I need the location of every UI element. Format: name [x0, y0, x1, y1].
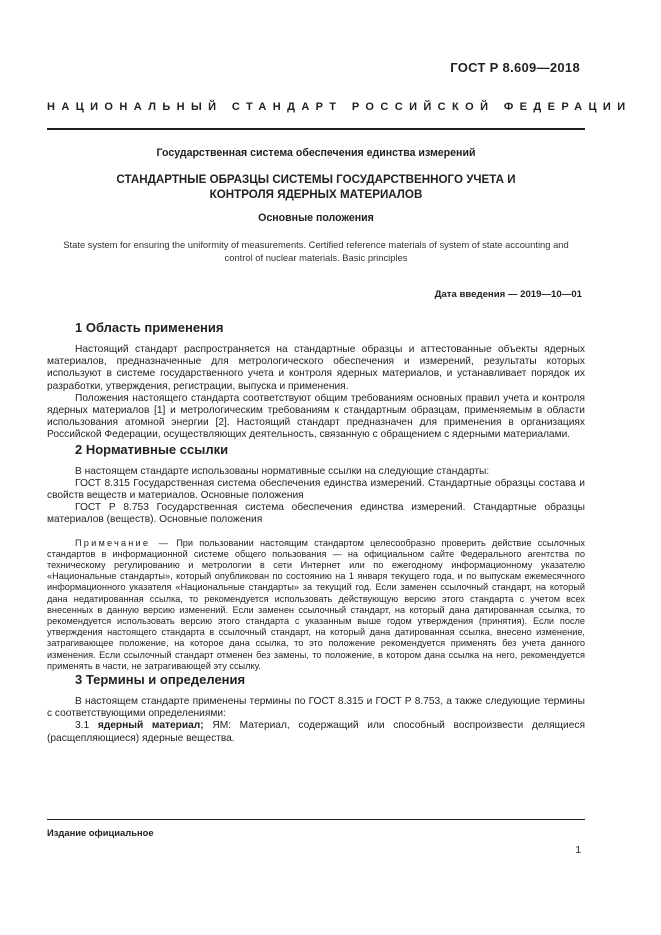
main-title: СТАНДАРТНЫЕ ОБРАЗЦЫ СИСТЕМЫ ГОСУДАРСТВЕННОГО УЧЕТА И КОНТРОЛЯ ЯДЕРНЫХ МАТЕРИАЛОВ	[116, 173, 516, 201]
system-title: Государственная система обеспечения единства измерений	[156, 147, 476, 159]
term-number: 3.1	[75, 720, 98, 732]
section-2-paragraph-1: В настоящем стандарте использованы нормативные ссылки на следующие стандарты:	[75, 465, 490, 477]
section-2-reference-1: ГОСТ 8.315 Государственная система обеспечения единства измерений. Стандартные образцы состава и свойств веществ и материалов. Основные положения	[47, 477, 585, 502]
national-standard-banner: НАЦИОНАЛЬНЫЙ СТАНДАРТ РОССИЙСКОЙ ФЕДЕРАЦИИ	[47, 101, 632, 113]
page-number: 1	[575, 845, 581, 856]
document-body	[47, 320, 585, 745]
header-divider	[47, 128, 585, 130]
note-text: При пользовании настоящим стандартом целесообразно проверить действие ссылочных стандартов в информационной системе общего пользования — на официальном сайте Федерального агентства по техническому регулированию и метрологии в сети Интернет или по ежегодному информационному указателю «Национальные стандарты», который опубликован по состоянию на 1 января текущего года, и по выпускам ежемесячного информационного указателя «Национальные стандарты» за текущий год. Если заменен ссылочный стандарт, на который дана недатированная ссылка, то рекомендуется использовать действующую версию этого стандарта с учетом всех внесенных в данную версию изменений. Если заменен ссылочный стандарт, на который дана датированная ссылка, то рекомендуется использовать версию этого стандарта с указанным выше годом утверждения (принятия). Если после утверждения настоящего стандарта в ссылочный стандарт, на который дана датированная ссылка, внесено изменение, затрагивающее положение, на которое дана ссылка, то это положение рекомендуется применять без учета данного изменения. Если ссылочный стандарт отменен без замены, то положение, в котором дана ссылка на него, рекомендуется применять в части, не затрагивающей эту ссылку.	[47, 537, 585, 671]
section-3-heading: 3 Термины и определения	[75, 672, 246, 688]
document-id: ГОСТ Р 8.609—2018	[450, 60, 580, 75]
note-label: Примечание —	[75, 537, 170, 548]
section-1-paragraph-1: Настоящий стандарт распространяется на стандартные образцы и аттестованные объекты ядерных материалов, предназначенные для метрологического обеспечения и измерений, результаты которых используют в системе государственного учета и контроля ядерных материалов, и устанавливает порядок их разработки, утверждения, регистрации, выпуска и применения.	[47, 344, 585, 392]
section-2-heading: 2 Нормативные ссылки	[75, 441, 229, 457]
official-edition-label: Издание официальное	[47, 827, 154, 838]
english-title: State system for ensuring the uniformity of measurements. Certified reference materials of system of state accounting and control of nuclear materials. Basic principles	[63, 239, 569, 263]
term-3-1	[47, 720, 585, 744]
term-name: ядерный материал;	[97, 720, 204, 732]
section-1-heading: 1 Область применения	[75, 320, 224, 335]
section-2-note	[47, 538, 585, 672]
footer-divider	[47, 819, 585, 820]
section-1-paragraph-2: Положения настоящего стандарта соответствуют общим требованиям основных правил учета и контроля ядерных материалов [1] и метрологическим требованиям к стандартным образцам, применяемым в области использования атомной энергии [2]. Настоящий стандарт предназначен для применения в организациях Российской Федерации, осуществляющих деятельность, связанную с обращением с ядерными материалами.	[47, 392, 585, 441]
subtitle: Основные положения	[258, 212, 374, 224]
section-3-paragraph-1: В настоящем стандарте применены термины по ГОСТ 8.315 и ГОСТ Р 8.753, а также следующие термины с соответствующими определениями:	[47, 696, 585, 720]
term-definition: ЯМ: Материал, содержащий или способный воспроизвести делящиеся (расщепляющиеся) ядерные вещества.	[47, 720, 585, 744]
section-2-reference-2: ГОСТ Р 8.753 Государственная система обеспечения единства измерений. Стандартные образцы материалов (веществ). Основные положения	[47, 502, 585, 526]
introduction-date: Дата введения — 2019—10—01	[434, 289, 582, 300]
